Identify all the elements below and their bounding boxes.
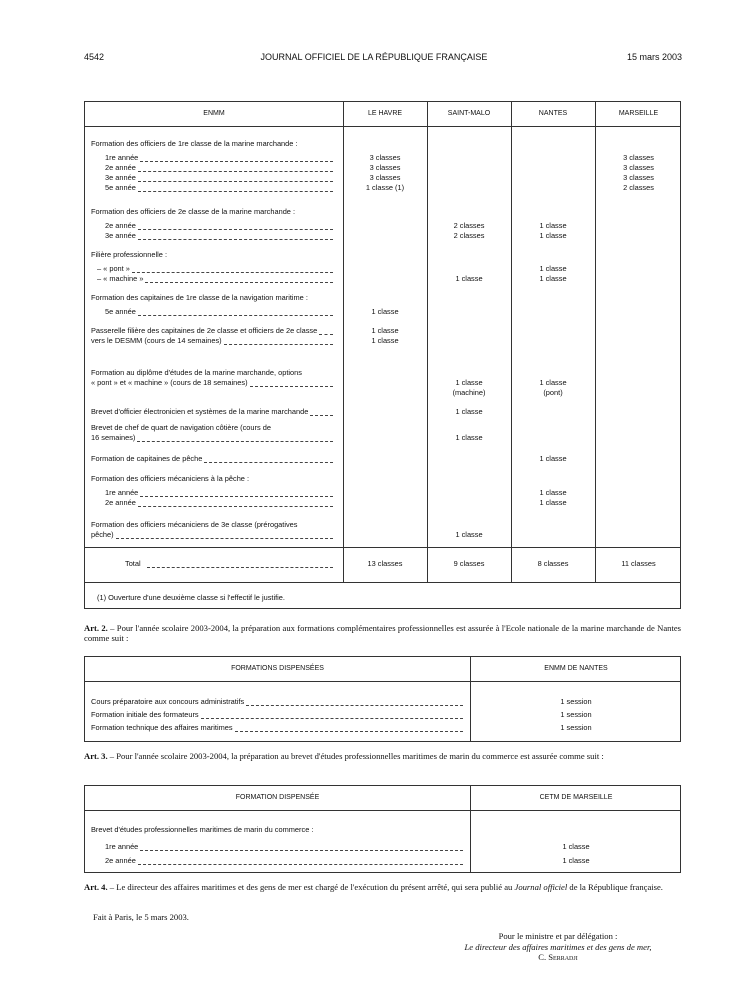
article-4: Art. 4. – Le directeur des affaires maritimes et des gens de mer est chargé de l'exécution du présent arrêté, qui sera publié au Journal officiel de la République française. — [84, 882, 663, 892]
row-value: 1 classe — [539, 498, 567, 507]
col-header-formations: FORMATIONS DISPENSÉES — [231, 665, 324, 672]
row-value: 2 classes — [453, 231, 485, 240]
row-label: 2e année — [105, 163, 136, 172]
row-value: 1 classe — [455, 274, 483, 283]
session-value: 1 session — [560, 697, 592, 706]
col-header-le-havre: LE HAVRE — [367, 110, 403, 117]
row-label: 1re année — [105, 488, 139, 497]
row-value: 1 classe — [371, 336, 399, 345]
row-value: (machine) — [452, 388, 486, 397]
row-label: – « machine » — [97, 274, 144, 283]
row-value: 1 classe — [455, 530, 483, 539]
class-value: 1 classe — [562, 856, 590, 865]
row-label: Formation des officiers mécaniciens de 3e classe (prérogatives — [91, 520, 298, 529]
row-label: 5e année — [105, 183, 136, 192]
row-label: Formation des officiers de 2e classe de la marine marchande : — [91, 207, 296, 216]
article-3 — [84, 751, 681, 761]
signature-block — [428, 931, 688, 963]
signatory-name: C. Serradji — [538, 952, 578, 962]
row-label: 3e année — [105, 231, 136, 240]
row-label: 2e année — [105, 498, 136, 507]
session-value: 1 session — [560, 723, 592, 732]
article-2 — [84, 623, 681, 643]
col-header-cetm-marseille: CETM DE MARSEILLE — [539, 794, 613, 801]
article-2-text: – Pour l'année scolaire 2003-2004, la préparation aux formations complémentaires professionnelles est assurée à l'Ecole nationale de la marine marchande de Nantes comme suit : — [84, 623, 682, 643]
row-label: Brevet d'officier électronicien et systèmes de la marine marchande — [91, 407, 309, 416]
place-date: Fait à Paris, le 5 mars 2003. — [93, 912, 189, 922]
journal-title: JOURNAL OFFICIEL DE LA RÉPUBLIQUE FRANÇAISE — [260, 52, 488, 62]
signatory-role: Le directeur des affaires maritimes et des gens de mer, — [464, 941, 652, 952]
row-value: 1 classe — [539, 274, 567, 283]
row-label: Filière professionnelle : — [91, 250, 167, 259]
article-4-label: Art. 4. — [84, 882, 108, 892]
row-value: 1 classe — [455, 433, 483, 442]
row-label: – « pont » — [97, 264, 130, 273]
row-value: 3 classes — [623, 163, 654, 172]
row-label: Passerelle filière des capitaines de 2e classe et officiers de 2e classe — [91, 326, 318, 335]
row-value: 2 classes — [623, 183, 654, 192]
total-saint-malo: 9 classes — [453, 559, 485, 568]
row-value: 3 classes — [623, 173, 654, 182]
total-le-havre: 13 classes — [367, 559, 403, 568]
row-value: (pont) — [543, 388, 563, 397]
article-3-label: Art. 3. — [84, 751, 108, 761]
col-header-saint-malo: SAINT-MALO — [447, 110, 491, 117]
row-label: pêche) — [91, 530, 114, 539]
article-2-label: Art. 2. — [84, 623, 108, 633]
year-label: 2e année — [105, 856, 136, 865]
col-header-marseille: MARSEILLE — [618, 110, 659, 117]
col-header-enmm: ENMM — [203, 110, 225, 117]
row-label: Formation au diplôme d'études de la marine marchande, options — [91, 368, 302, 377]
row-label: 2e année — [105, 221, 136, 230]
row-value: 3 classes — [369, 163, 401, 172]
session-value: 1 session — [560, 710, 592, 719]
row-value: 2 classes — [453, 221, 485, 230]
row-label: vers le DESMM (cours de 14 semaines) — [91, 336, 222, 345]
formation-label: Formation technique des affaires maritimes — [91, 723, 233, 732]
row-label: Formation de capitaines de pêche — [91, 454, 203, 463]
total-label: Total — [125, 559, 141, 568]
row-value: 1 classe — [455, 407, 483, 416]
row-value: 1 classe — [539, 488, 567, 497]
row-value: 1 classe — [539, 454, 567, 463]
row-label: 5e année — [105, 307, 136, 316]
row-label: 3e année — [105, 173, 136, 182]
row-value: 3 classes — [369, 153, 401, 162]
article-3-text: – Pour l'année scolaire 2003-2004, la préparation au brevet d'études professionnelles maritimes de marin du commerce est assurée comme suit : — [107, 751, 604, 761]
class-value: 1 classe — [562, 842, 590, 851]
row-label: « pont » et « machine » (cours de 18 semaines) — [91, 378, 248, 387]
publication-date: 15 mars 2003 — [626, 52, 682, 62]
row-value: 1 classe — [539, 221, 567, 230]
col-header-nantes: NANTES — [538, 110, 568, 117]
row-value: 1 classe — [539, 264, 567, 273]
marseille-table — [84, 785, 681, 873]
row-value: 1 classe — [455, 378, 483, 387]
row-value: 3 classes — [623, 153, 654, 162]
col-header-formation: FORMATION DISPENSÉE — [235, 794, 320, 801]
row-value: 1 classe — [371, 326, 399, 335]
delegation-line: Pour le ministre et par délégation : — [498, 931, 618, 941]
row-value: 1 classe — [539, 378, 567, 387]
formation-label: Cours préparatoire aux concours administratifs — [91, 697, 245, 706]
row-value: 1 classe — [539, 231, 567, 240]
row-value: 1 classe (1) — [365, 183, 405, 192]
year-label: 1re année — [105, 842, 139, 851]
enmm-table — [84, 101, 681, 609]
row-value: 3 classes — [369, 173, 401, 182]
bep-group-label: Brevet d'études professionnelles maritimes de marin du commerce : — [91, 825, 314, 834]
row-label: Formation des officiers mécaniciens à la pêche : — [91, 474, 250, 483]
row-label: Brevet de chef de quart de navigation côtière (cours de — [91, 423, 271, 432]
nantes-table — [84, 656, 681, 742]
col-header-enmm-nantes: ENMM DE NANTES — [544, 665, 608, 672]
total-nantes: 8 classes — [537, 559, 569, 568]
row-label: Formation des capitaines de 1re classe de la navigation maritime : — [91, 293, 308, 302]
formation-label: Formation initiale des formateurs — [91, 710, 199, 719]
row-value: 1 classe — [371, 307, 399, 316]
row-label: 16 semaines) — [91, 433, 136, 442]
row-label: Formation des officiers de 1re classe de la marine marchande : — [91, 139, 298, 148]
row-label: 1re année — [105, 153, 139, 162]
table-footnote: (1) Ouverture d'une deuxième classe si l'effectif le justifie. — [97, 593, 285, 602]
page-number: 4542 — [84, 52, 105, 62]
total-marseille: 11 classes — [621, 559, 656, 568]
